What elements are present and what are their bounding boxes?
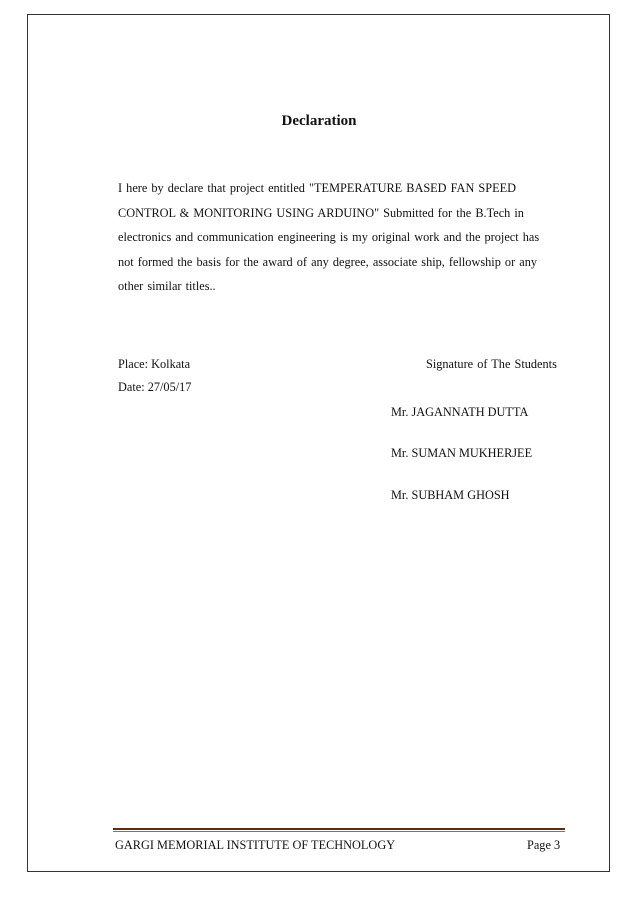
declaration-line: electronics and communication engineering is my original work and the project has: [118, 230, 540, 244]
declaration-line: not formed the basis for the award of any degree, associate ship, fellowship or any: [118, 254, 537, 269]
page-border: [27, 14, 610, 872]
student-name: Mr. JAGANNATH DUTTA: [391, 405, 529, 419]
declaration-paragraph: [118, 176, 548, 299]
page-number: Page 3: [527, 838, 561, 852]
place-label: Place: Kolkata: [118, 357, 191, 371]
declaration-line: I here by declare that project entitled "TEMPERATURE BASED FAN SPEED: [118, 181, 516, 195]
footer-rule-thin: [113, 831, 565, 832]
page-title: Declaration: [281, 113, 357, 129]
declaration-line: CONTROL & MONITORING USING ARDUINO" Submitted for the B.Tech in: [118, 205, 524, 220]
student-name: Mr. SUMAN MUKHERJEE: [391, 446, 533, 460]
footer-rule: [113, 828, 565, 830]
signature-heading: Signature of The Students: [426, 357, 557, 371]
footer-institute: GARGI MEMORIAL INSTITUTE OF TECHNOLOGY: [115, 838, 396, 852]
student-name: Mr. SUBHAM GHOSH: [391, 488, 510, 502]
date-label: Date: 27/05/17: [118, 380, 192, 394]
declaration-line: other similar titles..: [118, 279, 216, 293]
